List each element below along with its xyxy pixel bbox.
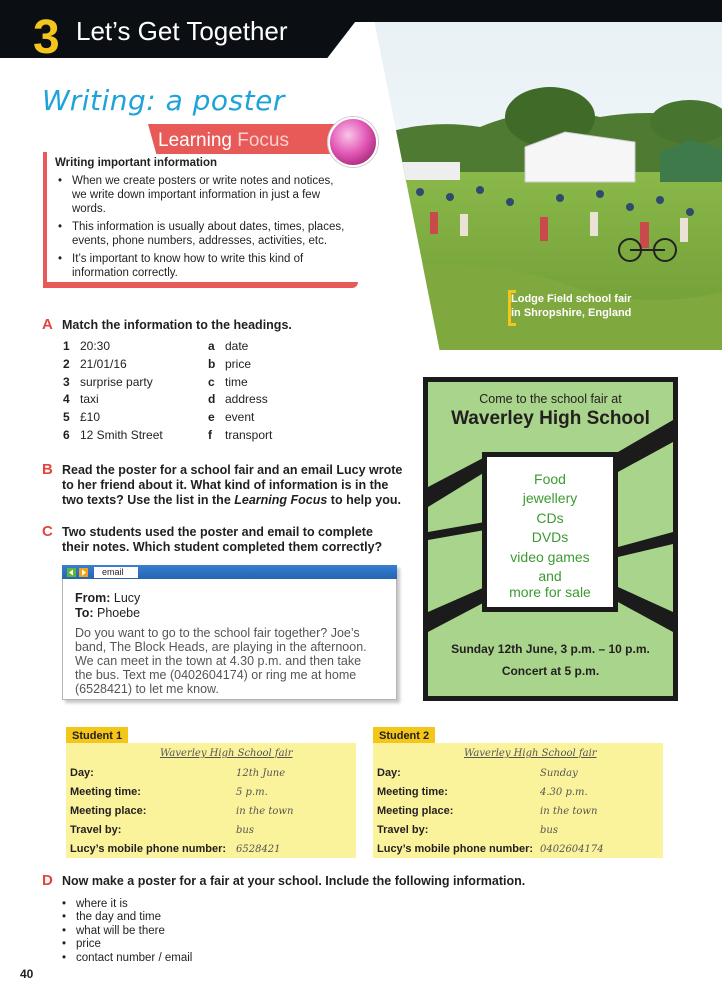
heading-letter: d [208,392,216,406]
poster-item: DVDs [531,529,569,545]
exercise-b-line [62,493,401,508]
exercise-c-line: Two students used the poster and email to complete [62,525,373,539]
exercise-d-bullet: • what will be there [62,925,165,937]
learning-focus-heading: Writing important information [55,157,218,169]
exercise-c-line: their notes. Which student completed them correctly? [62,540,383,554]
exercise-a-letter: A [42,316,53,333]
exercise-d-bullet: • price [62,938,101,950]
match-item-number: 6 [63,428,70,442]
caption-line-2: in Shropshire, England [511,307,632,319]
exercise-d-bullet: • where it is [62,898,128,910]
notes-value: 12th June [236,768,286,779]
heading-letter: a [208,339,215,353]
notes-value: bus [236,825,254,836]
exercise-c-letter: C [42,523,53,540]
notes-label: Meeting place: [70,805,147,817]
heading-letter: f [208,428,212,442]
heading-letter: b [208,357,216,371]
match-item-number: 1 [63,339,70,353]
learning-focus-bullet: • This information is usually about dates, times, places, events, phone numbers, addresses, activities, etc. [58,220,348,248]
heading-text: address [225,392,268,406]
email-body-line: the bus. Text me (0402604174) or ring me at home [75,668,357,682]
match-item-text: £10 [80,410,101,424]
exercise-d-bullet: • contact number / email [62,952,192,964]
poster-item: Food [534,471,566,487]
exercise-d-instruction: Now make a poster for a fair at your school. Include the following information. [62,874,526,888]
notes-value: Sunday [540,768,578,779]
email-body-line: We can meet in the town at 4.30 p.m. and then take [75,654,362,668]
notes-value: bus [540,825,558,836]
heading-text: transport [225,428,273,442]
heading-letter: e [208,410,215,424]
student-notes-title: Waverley High School fair [160,748,293,759]
email-from-value: Lucy [110,591,141,605]
exercise-d-bullet: • the day and time [62,911,161,923]
email-body [75,626,367,696]
exercise-a-instruction: Match the information to the headings. [62,318,292,332]
match-item-text: 12 Smith Street [80,428,163,442]
learning-focus-bullet: • It’s important to know how to write this kind of information correctly. [58,252,348,280]
heading-text: price [225,357,252,371]
notes-label: Day: [377,767,401,779]
notes-label: Day: [70,767,94,779]
email-tab[interactable]: email [94,567,138,578]
student-1-badge: Student 1 [66,727,128,745]
match-item-number: 3 [63,375,70,389]
poster-item: and [538,568,562,584]
learning-focus-icon [328,117,378,167]
notes-label: Meeting time: [377,786,448,798]
email-to-value: Phoebe [93,606,141,620]
poster-school: Waverley High School [451,408,650,429]
email-body-line: band, The Block Heads, are playing in the afternoon. [75,640,367,654]
email-to-label: To: [75,606,94,620]
heading-text: time [225,375,248,389]
exercise-b-line3-pre: two texts? Use the list in the [62,493,235,507]
email-from [75,591,140,605]
poster-item: CDs [536,510,564,526]
poster-item: more for sale [509,584,591,600]
notes-label: Lucy’s mobile phone number: [377,843,534,855]
back-arrow-icon[interactable] [67,568,76,577]
photo-caption [511,292,651,320]
email-to [75,606,140,620]
exercise-b-line3-italic: Learning Focus [234,493,328,507]
match-item-number: 2 [63,357,70,371]
notes-value: 6528421 [236,844,281,855]
match-item-number: 5 [63,410,70,424]
notes-value: 4.30 p.m. [540,787,588,798]
exercise-b-line3-post: to help you. [327,493,401,507]
poster-date: Sunday 12th June, 3 p.m. – 10 p.m. [451,642,650,656]
match-item-number: 4 [63,392,70,406]
email-body-line: (6528421) to let me know. [75,682,219,696]
notes-label: Meeting time: [70,786,141,798]
unit-title: Let’s Get Together [76,16,288,46]
student-notes-title: Waverley High School fair [464,748,597,759]
notes-value: 5 p.m. [236,787,268,798]
exercise-b-letter: B [42,461,53,478]
match-item-text: 21/01/16 [80,357,127,371]
section-title: Writing: a poster [42,84,285,117]
notes-label: Lucy’s mobile phone number: [70,843,227,855]
unit-number: 3 [33,11,60,64]
match-item-text: taxi [80,392,99,406]
poster-intro: Come to the school fair at [479,392,622,406]
heading-text: date [225,339,249,353]
learning-focus-label-2: Focus [237,130,289,151]
student-2-notes [373,743,663,858]
notes-label: Meeting place: [377,805,454,817]
learning-focus-bullet: • When we create posters or write notes and notices, we write down important information in just a few words. [58,174,348,216]
exercise-b-line: to her friend about it. What kind of information is in the [62,478,389,492]
student-1-notes [66,743,356,858]
poster-item: jewellery [522,490,578,506]
student-2-badge: Student 2 [373,727,435,745]
notes-label: Travel by: [377,824,429,836]
page-number: 40 [20,967,34,981]
notes-value: in the town [236,806,294,817]
poster-item: video games [510,549,590,565]
learning-focus-label [158,130,289,152]
heading-letter: c [208,375,215,389]
exercise-b-line: Read the poster for a school fair and an email Lucy wrote [62,463,403,477]
match-item-text: 20:30 [80,339,111,353]
exercise-d-letter: D [42,872,53,889]
caption-line-1: Lodge Field school fair [511,293,632,305]
poster-concert: Concert at 5 p.m. [501,664,600,678]
notes-label: Travel by: [70,824,122,836]
heading-text: event [225,410,255,424]
forward-arrow-icon[interactable] [79,568,88,577]
notes-value: in the town [540,806,598,817]
learning-focus-label-1: Learning [158,130,238,151]
email-from-label: From: [75,591,111,605]
notes-value: 0402604174 [540,844,604,855]
email-body-line: Do you want to go to the school fair together? Joe’s [75,626,360,640]
match-item-text: surprise party [80,375,153,389]
